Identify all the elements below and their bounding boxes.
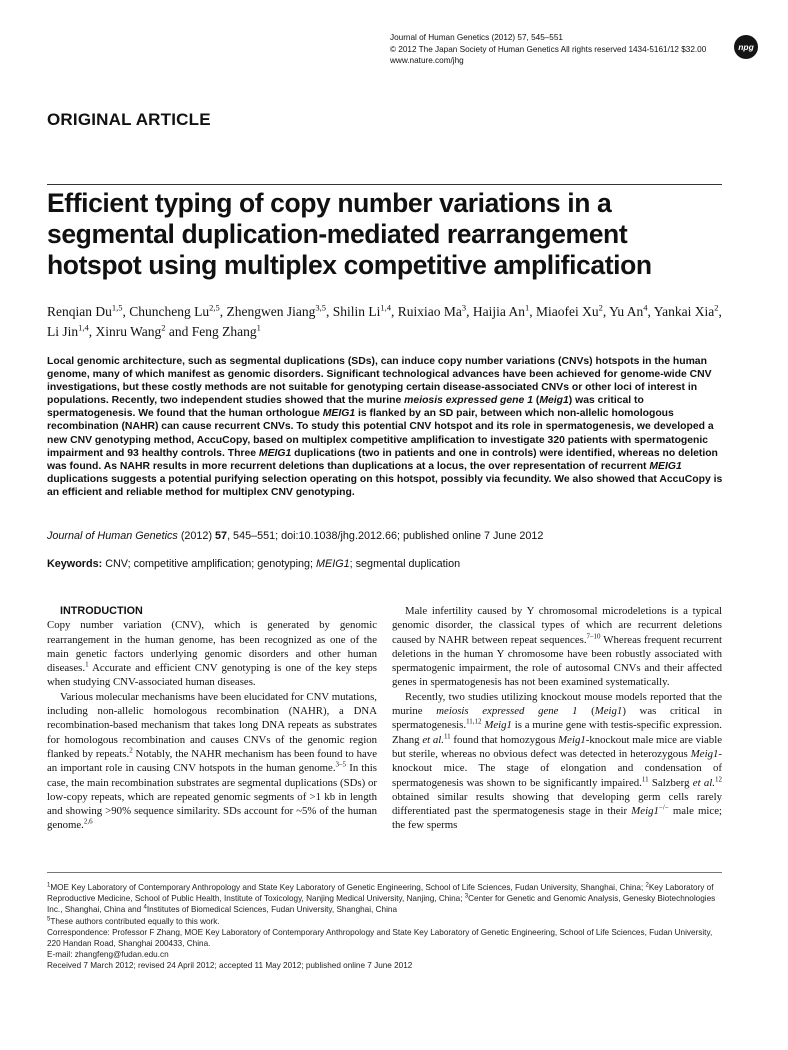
received-dates: Received 7 March 2012; revised 24 April 2012; accepted 11 May 2012; published online 7 June 2012 xyxy=(47,961,413,971)
author-name: Renqian Du xyxy=(47,304,112,319)
author-name: Ruixiao Ma xyxy=(397,304,462,319)
author-name: Haijia An xyxy=(472,304,525,319)
author-affiliation: 1,5 xyxy=(111,302,123,313)
author-name: Chuncheng Lu xyxy=(129,304,210,319)
email[interactable]: E-mail: zhangfeng@fudan.edu.cn xyxy=(47,950,169,960)
author-affiliation: 3,5 xyxy=(315,302,326,313)
article-type: ORIGINAL ARTICLE xyxy=(47,110,211,129)
copyright-line: © 2012 The Japan Society of Human Genetics All rights reserved 1434-5161/12 $32.00 xyxy=(390,44,707,54)
author-name: Miaofei Xu xyxy=(536,304,599,319)
author-affiliation: 1,4 xyxy=(78,322,89,333)
body-column-left xyxy=(47,604,377,833)
equal-contribution-note: $^5$These authors contributed equally to this work. xyxy=(47,915,220,926)
author-name: Xinru Wang xyxy=(95,324,162,339)
author-name: Yu An xyxy=(609,304,644,319)
footnote-divider xyxy=(47,872,722,873)
author-list: Renqian Du$^{1,5}$, Chuncheng Lu$^{2,5}$, Zhengwen Jiang$^{3,5}$, Shilin Li$^{1,4}$, Ruixiao Ma$^3$, Haijia An$^1$, Miaofei Xu$^2$, Yu An$^4$, Yankai Xia$^2$, Li Jin$^{1,4}$, Xinru Wang$^2$ and Feng Zhang$^1$ xyxy=(47,302,722,339)
author-affiliation: 1,4 xyxy=(380,302,391,313)
author-affiliation: 2,5 xyxy=(209,302,220,313)
section-heading-introduction: INTRODUCTION xyxy=(60,605,143,617)
title-divider xyxy=(47,184,722,185)
author-name: Zhengwen Jiang xyxy=(226,304,316,319)
author-affiliation: 1 xyxy=(256,322,261,333)
body-paragraph: Recently, two studies utilizing knockout mouse models reported that the murine meiosis expressed gene 1 (Meig1) was critical in spermatogenesis.$^{11,12}$ Meig1 is a murine gene with testis-specific expression. Zhang et al.$^{11}$ found that homozygous Meig1-knockout male mice are viable but sterile, whereas no obvious defect was detected in heterozygous Meig1-knockout mice. The stage of elongation and condensation of spermatogenesis was shown to be significantly impaired.$^{11}$ Salzberg et al.$^{12}$ obtained similar results showing that developing germ cells rarely differentiated past the spermatogenesis stage in their Meig1−/− male mice; the few sperms xyxy=(392,690,722,832)
keywords: Keywords: CNV; competitive amplification; genotyping; MEIG1; segmental duplication xyxy=(47,558,461,570)
author-affiliation: 2 xyxy=(598,302,603,313)
author-affiliation: 1 xyxy=(525,302,530,313)
author-name: Li Jin xyxy=(47,324,79,339)
author-name: Feng Zhang xyxy=(191,324,257,339)
journal-info xyxy=(390,32,730,67)
article-title: Efficient typing of copy number variations in a segmental duplication-mediated rearrangement hotspot using multiplex competitive amplification xyxy=(47,188,652,280)
body-column-right xyxy=(392,604,722,833)
npg-logo: npg xyxy=(734,35,758,59)
author-affiliation: 2 xyxy=(161,322,166,333)
footnotes xyxy=(47,882,723,972)
body-paragraph: Male infertility caused by Y chromosomal microdeletions is a typical genomic disorder, the classical types of which are recurrent deletions caused by NAHR between repeat sequences.$^{7-10}$ Whereas frequent recurrent deletions in the human Y chromosome have been robustly associated with spermatogenic impairment, the role of autosomal CNVs and their affected genes in spermatogenesis has not been examined systematically. xyxy=(392,605,722,689)
author-name: Yankai Xia xyxy=(653,304,715,319)
author-name: Shilin Li xyxy=(332,304,381,319)
body-paragraph: Copy number variation (CNV), which is generated by genomic rearrangement in the human genome, has been recognized as one of the main genetic factors underlying genomic disorders and other human diseases.$^1$ Accurate and efficient CNV genotyping is one of the key steps when studying CNV-associated human diseases. xyxy=(47,619,377,689)
correspondence: Correspondence: Professor F Zhang, MOE Key Laboratory of Contemporary Anthropology and State Key Laboratory of Genetic Engineering, School of Life Sciences, Fudan University, 220 Handan Road, Shanghai 200433, China. xyxy=(47,927,713,949)
journal-url[interactable]: www.nature.com/jhg xyxy=(390,56,464,65)
author-affiliation: 4 xyxy=(643,302,648,313)
journal-citation-line: Journal of Human Genetics (2012) 57, 545–551 xyxy=(390,33,563,42)
author-affiliation: 3 xyxy=(461,302,467,313)
article-citation: Journal of Human Genetics (2012) 57, 545–551; doi:10.1038/jhg.2012.66; published online 7 June 2012 xyxy=(47,530,544,542)
affiliations: $^1$MOE Key Laboratory of Contemporary Anthropology and State Key Laboratory of Genetic Engineering, School of Life Sciences, Fudan University, Shanghai, China; $^2$Key Laboratory of Reproductive Medicine, School of Public Health, Institute of Toxicology, Nanjing Medical University, Nanjing, China; $^3$Center for Genetic and Genomic Analysis, Genesky Biotechnologies Inc., Shanghai, China and $^4$Institutes of Biomedical Sciences, Fudan University, Shanghai, China xyxy=(47,882,716,915)
abstract: Local genomic architecture, such as segmental duplications (SDs), can induce copy number variations (CNVs) hotspots in the human genome, many of which manifest as genomic disorders. Significant technological advances have been achieved for genome-wide CNV investigations, but these costly methods are not suitable for genotyping certain disease-associated CNVs or other loci of interest in populations. Recently, two independent studies showed that the murine meiosis expressed gene 1 (Meig1) was critical to spermatogenesis. We found that the human orthologue MEIG1 is flanked by an SD pair, between which non-allelic homologous recombination (NAHR) can cause recurrent CNVs. To study this potential CNV hotspot and its role in spermatogenesis, we developed a new CNV genotyping method, AccuCopy, based on multiplex competitive amplification to investigate 320 patients with spermatogenic impairment and 93 healthy controls. Three MEIG1 duplications (two in patients and one in controls) were identified, whereas no deletion was found. As NAHR results in more recurrent deletions than duplications at a locus, the over representation of recurrent MEIG1 duplications suggests a potential purifying selection operating on this hotspot, possibly via fecundity. We also showed that AccuCopy is an efficient and reliable method for multiplex CNV genotyping. xyxy=(47,356,723,498)
author-affiliation: 2 xyxy=(714,302,719,313)
body-paragraph: Various molecular mechanisms have been elucidated for CNV mutations, including non-allelic homologous recombination (NAHR), a DNA recombination-based mechanism that takes long DNA repeats as substrates for homologous recombination and causes CNVs of the genomic region flanked by repeats.$^2$ Notably, the NAHR mechanism has been found to have an important role in causing CNV hotspots in the human genome.$^{3-5}$ In this case, the main recombination substrates are segmental duplications (SDs) or low-copy repeats, which are repeated genomic segments of >1 kb in length and showing >90% sequence similarity. SDs account for ~5% of the human genome.$^{2,6}$ xyxy=(47,690,377,832)
